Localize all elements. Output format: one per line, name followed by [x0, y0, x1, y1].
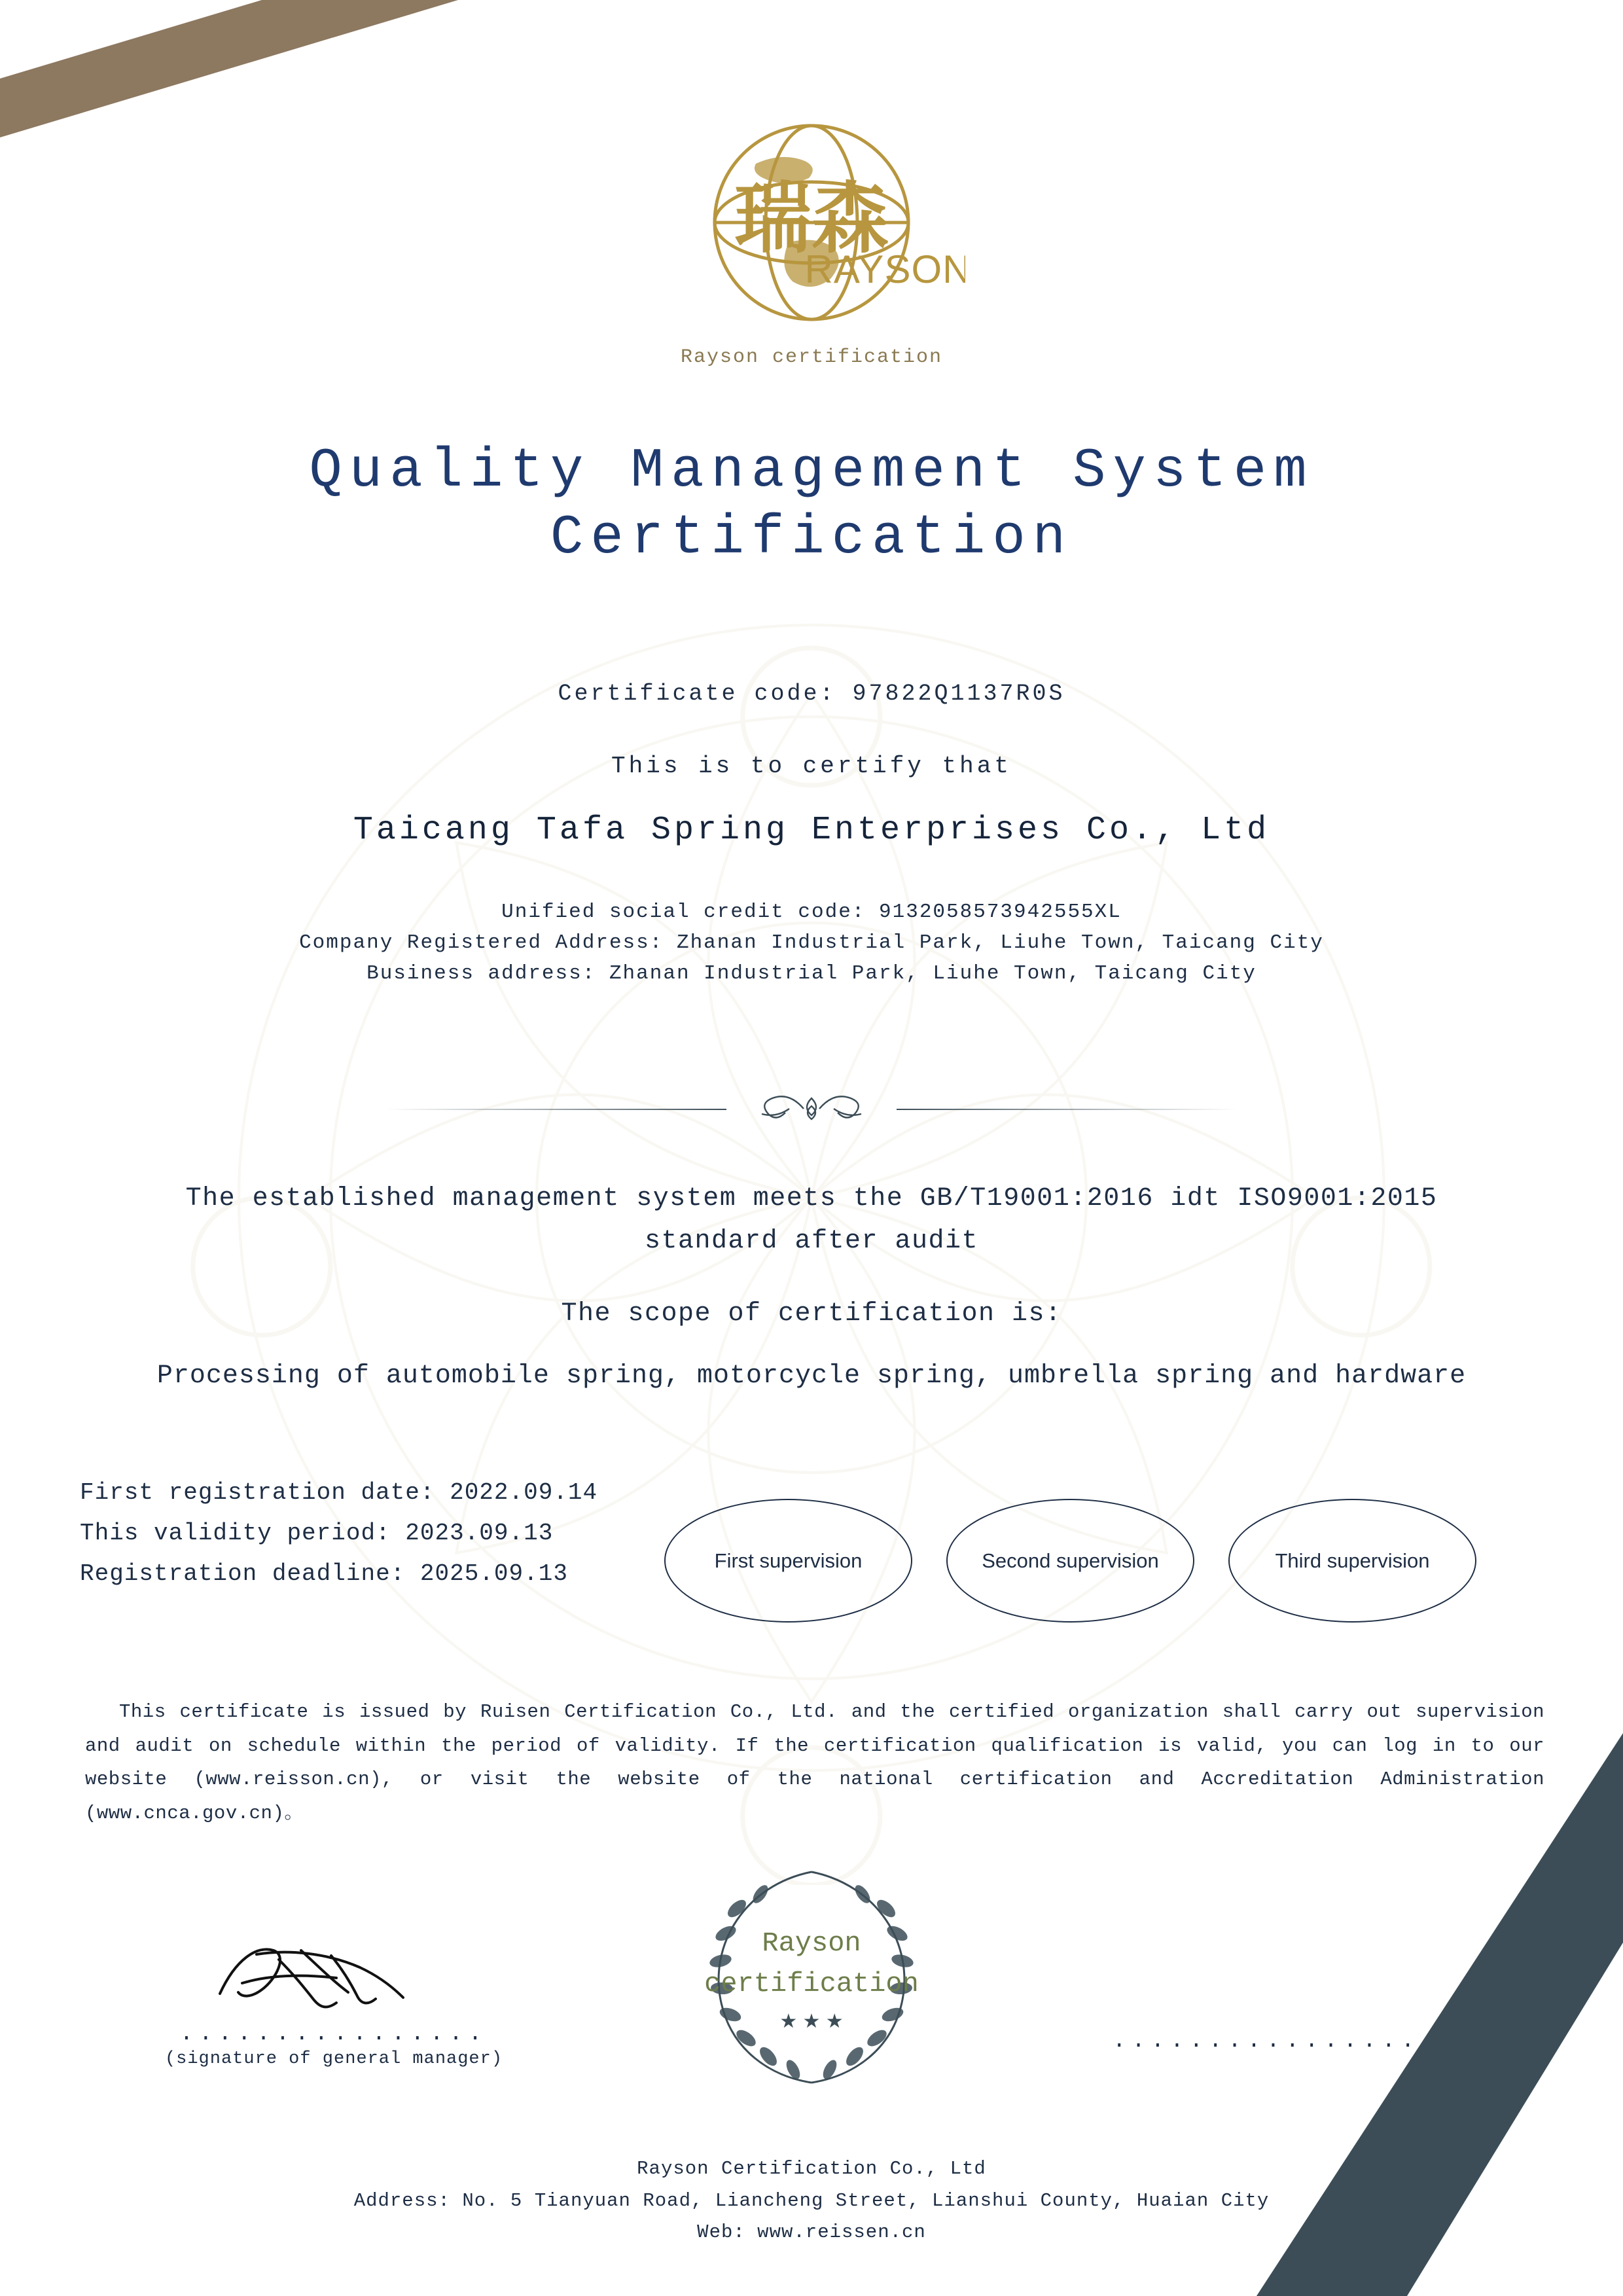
divider-rule-left — [386, 1109, 726, 1110]
standard-statement — [0, 1178, 1623, 1263]
certificate-code: Certificate code: 97822Q1137R0S — [558, 681, 1065, 707]
handwritten-signature-icon — [196, 1937, 471, 2016]
business-address: Business address: Zhanan Industrial Park, Liuhe Town, Taicang City — [366, 962, 1257, 986]
standard-statement-line1: The established management system meets the GB/T19001:2016 idt ISO9001:2015 — [185, 1184, 1438, 1213]
company-meta — [0, 897, 1623, 989]
supervision-label: Second supervision — [982, 1549, 1159, 1572]
corner-decoration-top-left-inner — [0, 0, 262, 79]
footer-web: Web: www.reissen.cn — [697, 2221, 926, 2244]
seal-line1: Rayson — [762, 1928, 861, 1959]
seal-line2: certification — [704, 1968, 919, 2000]
page-title — [0, 439, 1623, 573]
svg-text:RAYSON: RAYSON — [804, 247, 965, 291]
svg-text:瑞森: 瑞森 — [734, 176, 889, 262]
rayson-globe-logo-icon — [658, 118, 965, 337]
logo-caption: Rayson certification — [680, 346, 943, 368]
validity-period: This validity period: 2023.09.13 — [80, 1519, 554, 1547]
scope-heading: The scope of certification is: — [561, 1299, 1062, 1329]
dates-block — [80, 1473, 597, 1594]
supervision-oval-third — [1228, 1499, 1476, 1623]
company-seal — [674, 1846, 949, 2098]
divider-flourish-icon — [726, 1086, 897, 1132]
standard-statement-line2: standard after audit — [644, 1226, 979, 1256]
registration-deadline: Registration deadline: 2025.09.13 — [80, 1560, 568, 1587]
scope-text: Processing of automobile spring, motorcycle spring, umbrella spring and hardware — [156, 1361, 1467, 1391]
footer-address: Address: No. 5 Tianyuan Road, Liancheng Street, Lianshui County, Huaian City — [353, 2189, 1270, 2212]
registered-address: Company Registered Address: Zhanan Industrial Park, Liuhe Town, Taicang City — [299, 931, 1324, 955]
first-registration-date: First registration date: 2022.09.14 — [80, 1479, 598, 1506]
supervision-label: First supervision — [714, 1549, 863, 1572]
supervision-oval-second — [946, 1499, 1194, 1623]
stamp-dotted-line: ................ — [1113, 2029, 1421, 2054]
supervision-oval-first — [664, 1499, 912, 1623]
supervision-stamps — [664, 1499, 1476, 1623]
certify-intro: This is to certify that — [611, 753, 1012, 780]
footer-company: Rayson Certification Co., Ltd — [637, 2158, 986, 2179]
signature-caption: (signature of general manager) — [164, 2049, 503, 2069]
company-name: Taicang Tafa Spring Enterprises Co., Ltd — [353, 812, 1270, 849]
supervision-label: Third supervision — [1275, 1549, 1430, 1572]
logo-block — [0, 118, 1623, 368]
signature-dotted-line: ................ — [179, 2022, 488, 2047]
page-title-line2: Certification — [550, 507, 1073, 570]
notice-text: This certificate is issued by Ruisen Certification Co., Ltd. and the certified organization shall carry out supervision and audit on schedule within the period of validity. If the certification qualification is valid, you can log in to our website (www.reisson.cn), or visit the website of the national certification and Accreditation Administration (www.cnca.gov.cn)。 — [85, 1701, 1544, 1824]
seal-stars: ★ ★ ★ — [779, 2011, 844, 2032]
credit-code: Unified social credit code: 9132058573942555XL — [501, 901, 1122, 924]
divider-rule-right — [897, 1109, 1237, 1110]
signature-area — [151, 1937, 517, 2069]
laurel-seal-icon — [674, 1846, 949, 2094]
page-title-line1: Quality Management System — [309, 440, 1314, 503]
ornamental-divider — [0, 1086, 1623, 1132]
footer-block — [0, 2153, 1623, 2249]
notice-paragraph — [85, 1695, 1544, 1830]
